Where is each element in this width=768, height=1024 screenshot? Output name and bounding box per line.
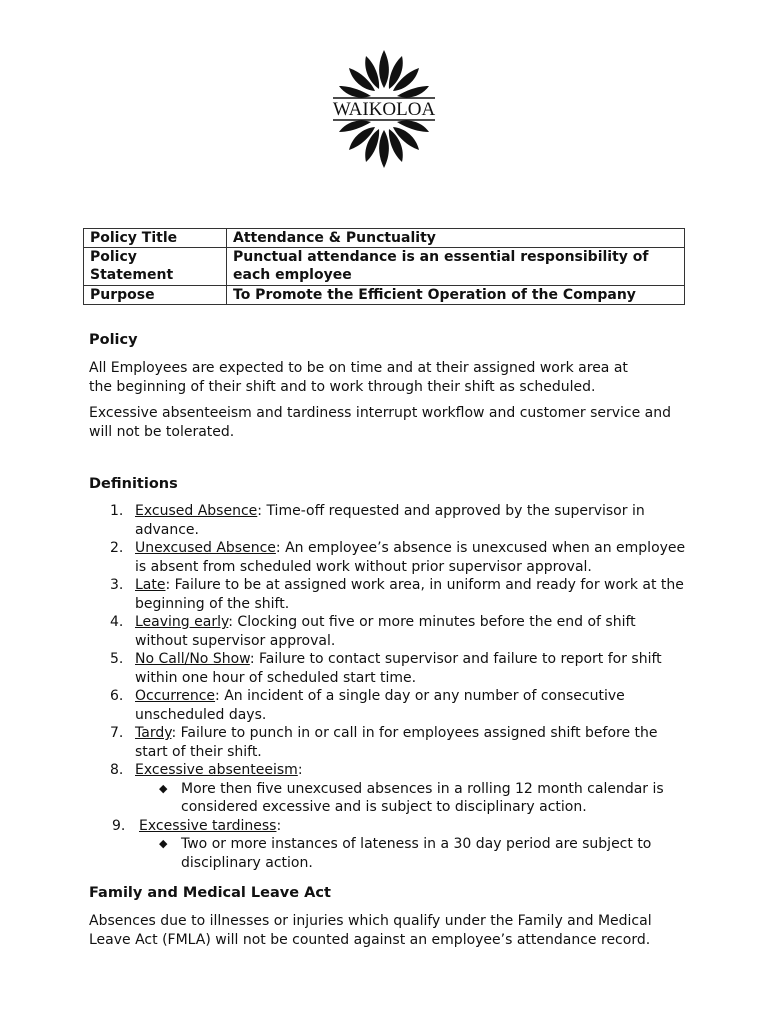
- label-line: Policy: [90, 249, 137, 265]
- waikoloa-logo: [329, 46, 439, 172]
- table-row: [84, 248, 685, 286]
- table-label-cell: Purpose: [84, 286, 227, 305]
- item-number: 3.: [110, 577, 124, 593]
- sub-list-item: [135, 835, 689, 872]
- definition-term: Unexcused Absence: [135, 540, 276, 556]
- definitions-list: [89, 502, 689, 872]
- definition-term: Tardy: [135, 725, 172, 741]
- definition-text: Time-off requested and approved by the supervisor in advance.: [135, 503, 645, 538]
- definition-text: An employee’s absence is unexcused when an employee is absent from scheduled work without prior supervisor approval.: [135, 540, 686, 575]
- definition-text: Failure to punch in or call in for employees assigned shift before the start of their shift.: [135, 725, 658, 760]
- list-item: [89, 613, 689, 650]
- definitions-heading: Definitions: [89, 476, 178, 492]
- table-value-cell: Attendance & Punctuality: [227, 229, 685, 248]
- list-item: [89, 761, 689, 817]
- term-separator: :: [275, 540, 286, 556]
- item-number: 9.: [112, 817, 126, 834]
- sub-item-text: Two or more instances of lateness in a 30 day period are subject to disciplinary action.: [181, 836, 652, 871]
- logo-wordmark: WAIKOLOA: [332, 99, 436, 120]
- list-item: [89, 817, 689, 873]
- definition-term: Late: [135, 577, 166, 593]
- term-separator: :: [257, 503, 267, 519]
- list-item: [89, 539, 689, 576]
- sub-item-text: More then five unexcused absences in a rolling 12 month calendar is considered excessive and is subject to disciplinary action.: [181, 780, 664, 815]
- sub-list-item: [135, 780, 689, 817]
- table-value-cell: To Promote the Efficient Operation of the Company: [227, 286, 685, 305]
- list-item: [89, 650, 689, 687]
- definition-text: Failure to contact supervisor and failure to report for shift within one hour of scheduled start time.: [135, 651, 662, 686]
- item-number: 2.: [110, 540, 124, 556]
- list-item: [89, 576, 689, 613]
- label-line: Statement: [90, 267, 174, 283]
- table-value-cell: Punctual attendance is an essential responsibility of each employee: [227, 248, 685, 286]
- item-number: 8.: [110, 762, 124, 778]
- definition-text: Failure to be at assigned work area, in uniform and ready for work at the beginning of the shift.: [135, 577, 684, 612]
- term-separator: :: [276, 817, 282, 834]
- policy-info-table: [83, 228, 685, 305]
- fmla-paragraph: Absences due to illnesses or injuries which qualify under the Family and Medical Leave Act (FMLA) will not be counted against an employee’s attendance record.: [89, 913, 652, 948]
- definition-term: Excessive tardiness: [139, 817, 277, 834]
- diamond-bullet-icon: ◆: [159, 781, 168, 795]
- policy-heading: Policy: [89, 332, 138, 348]
- flower-logo-icon: [329, 46, 439, 172]
- sub-list: [135, 780, 689, 817]
- policy-paragraph-2: Excessive absenteeism and tardiness interrupt workflow and customer service and will not be tolerated.: [89, 405, 672, 440]
- definition-term: Excessive absenteeism: [135, 762, 298, 778]
- table-label-cell: Policy Title: [84, 229, 227, 248]
- term-separator: :: [297, 762, 303, 778]
- table-row: [84, 229, 685, 248]
- definition-term: Excused Absence: [135, 503, 258, 519]
- table-label-cell: [84, 248, 227, 286]
- item-number: 7.: [110, 725, 124, 741]
- item-number: 5.: [110, 651, 124, 667]
- item-number: 6.: [110, 688, 124, 704]
- term-separator: :: [215, 688, 225, 704]
- list-item: [89, 687, 689, 724]
- definition-term: Leaving early: [135, 614, 229, 630]
- term-separator: :: [228, 614, 238, 630]
- item-number: 1.: [110, 503, 124, 519]
- definition-term: No Call/No Show: [135, 651, 250, 667]
- table-row: [84, 286, 685, 305]
- definition-text: Clocking out five or more minutes before the end of shift without supervisor approval.: [135, 614, 636, 649]
- term-separator: :: [171, 725, 181, 741]
- list-item: [89, 502, 689, 539]
- sub-list: [135, 835, 689, 872]
- definition-term: Occurrence: [135, 688, 216, 704]
- term-separator: :: [249, 651, 260, 667]
- fmla-heading: Family and Medical Leave Act: [89, 885, 331, 901]
- list-item: [89, 724, 689, 761]
- term-separator: :: [165, 577, 175, 593]
- definition-text: An incident of a single day or any number of consecutive unscheduled days.: [135, 688, 625, 723]
- diamond-bullet-icon: ◆: [159, 837, 168, 850]
- policy-paragraph-1: All Employees are expected to be on time and at their assigned work area at the beginning of their shift and to work through their shift as scheduled.: [89, 360, 628, 395]
- item-number: 4.: [110, 614, 124, 630]
